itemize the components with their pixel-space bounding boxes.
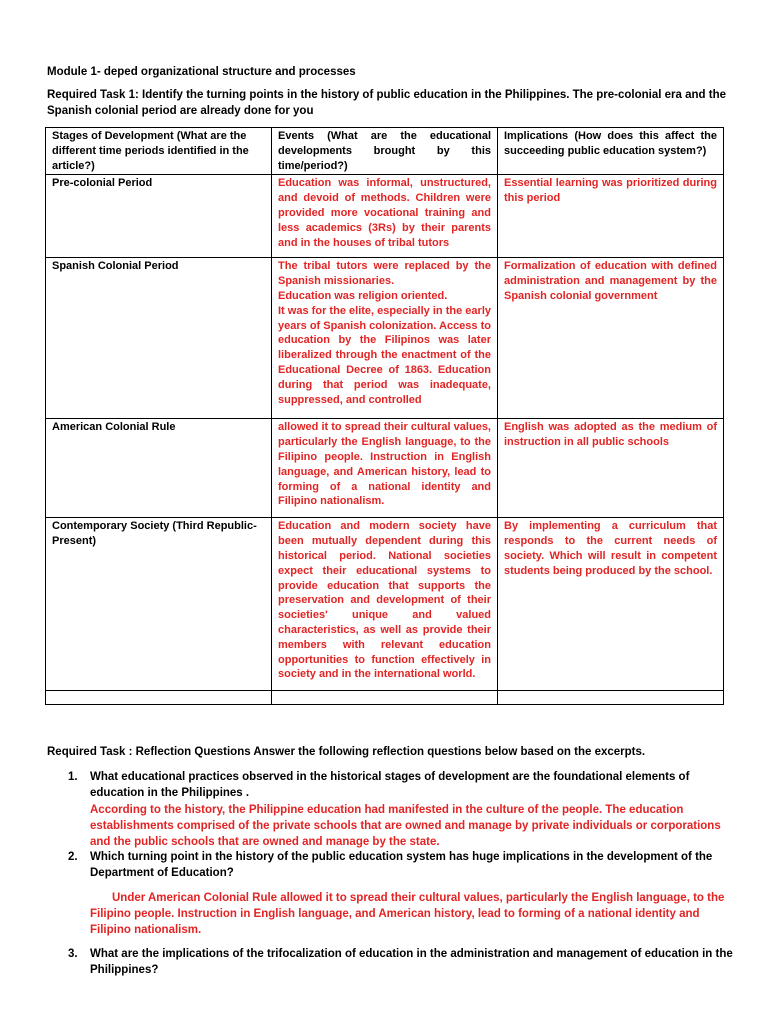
events-line: The tribal tutors were replaced by the Spanish missionaries. — [278, 260, 491, 288]
events-line: Education was religion oriented. — [278, 289, 448, 302]
events-cell: Education and modern society have been mutually dependent during this historical period. National societies expect their educational systems to provide education that supports the preservation and development of their societies' unique and valued characteristics, as well as provide their members with relevant education opportunities to function effectively in society and in the international world. — [272, 518, 498, 691]
answer-2: Under American Colonial Rule allowed it to spread their cultural values, particularly the English language, to the Filipino people. Instruction in English language, and American history, lead to forming of a national identity and Filipino nationalism. — [90, 892, 725, 936]
question-2 — [68, 850, 738, 881]
answer-1: According to the history, the Philippine education had manifested in the culture of the people. The education establishments comprised of the private schools that are owned and manage by private individuals or corporations and the public schools that are owned and manage by the state. — [90, 804, 721, 848]
implications-cell: Essential learning was prioritized during this period — [498, 175, 724, 258]
events-cell: Education was informal, unstructured, and devoid of methods. Children were provided more vocational training and less academics (3Rs) by their parents and in the houses of tribal tutors — [272, 175, 498, 258]
empty-cell — [46, 691, 272, 705]
question-text: What educational practices observed in the historical stages of development are the foundational elements of education in the Philippines . — [90, 771, 690, 799]
events-cell — [272, 258, 498, 419]
task1-instructions: Required Task 1: Identify the turning points in the history of public education in the Philippines. The pre-colonial era and the Spanish colonial period are already done for you — [47, 89, 726, 117]
table-row — [46, 258, 724, 419]
empty-cell — [498, 691, 724, 705]
question-3 — [68, 947, 738, 978]
events-cell: allowed it to spread their cultural values, particularly the English language, to the Filipino people. Instruction in English language, and American history, lead to forming of a national identity and Filipino nationalism. — [272, 419, 498, 518]
table-row — [46, 518, 724, 691]
implications-cell: Formalization of education with defined administration and management by the Spanish colonial government — [498, 258, 724, 419]
implications-cell: English was adopted as the medium of instruction in all public schools — [498, 419, 724, 518]
header-stages: Stages of Development (What are the different time periods identified in the article?) — [46, 128, 272, 175]
events-line: It was for the elite, especially in the early years of Spanish colonization. Access to education by the Filipinos was later liberalized through the enactment of the Educational Decree of 1863. Education during that period was inadequate, suppressed, and controlled — [278, 304, 491, 406]
stage-cell: Pre-colonial Period — [46, 175, 272, 258]
reflection-intro: Required Task : Reflection Questions Answer the following reflection questions below based on the excerpts. — [47, 746, 646, 758]
table-row — [46, 175, 724, 258]
table-row-empty — [46, 691, 724, 705]
header-implications: Implications (How does this affect the succeeding public education system?) — [498, 128, 724, 175]
question-number: 2. — [68, 851, 78, 863]
turning-points-table — [45, 127, 724, 705]
header-events: Events (What are the educational developments brought by this time/period?) — [272, 128, 498, 175]
question-1 — [68, 770, 738, 801]
table-header-row — [46, 128, 724, 175]
stage-cell: Spanish Colonial Period — [46, 258, 272, 419]
question-text: Which turning point in the history of the public education system has huge implications in the development of the Department of Education? — [90, 851, 713, 879]
stage-cell: Contemporary Society (Third Republic-Present) — [46, 518, 272, 691]
question-number: 1. — [68, 771, 78, 783]
stage-cell: American Colonial Rule — [46, 419, 272, 518]
table-row — [46, 419, 724, 518]
question-text: What are the implications of the trifocalization of education in the administration and management of education in the Philippines? — [90, 948, 733, 976]
implications-cell: By implementing a curriculum that responds to the current needs of society. Which will result in competent students being produced by the school. — [498, 518, 724, 691]
question-number: 3. — [68, 948, 78, 960]
empty-cell — [272, 691, 498, 705]
module-title: Module 1- deped organizational structure and processes — [47, 66, 356, 78]
